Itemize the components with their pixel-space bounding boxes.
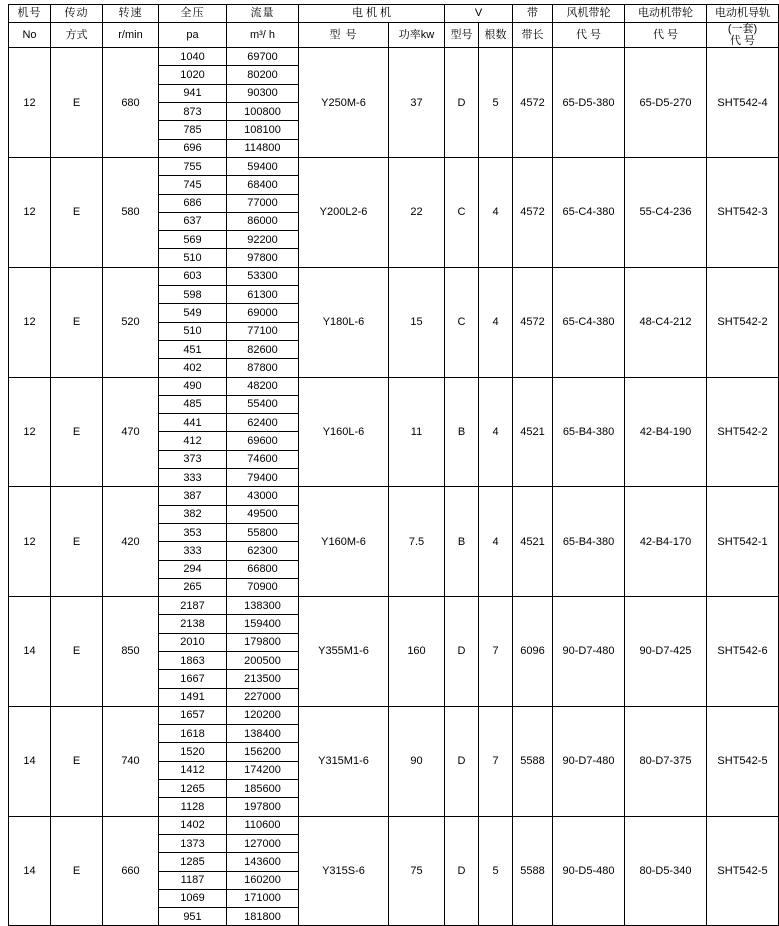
header-no: 机号: [9, 5, 51, 23]
cell-pressure: 951: [159, 908, 227, 926]
cell-belt-count: 7: [479, 706, 513, 816]
cell-belt-count: 5: [479, 48, 513, 158]
cell-flow: 181800: [227, 908, 299, 926]
cell-flow: 69000: [227, 304, 299, 322]
header-fan-pulley-sub: 代 号: [553, 23, 625, 48]
cell-pressure: 265: [159, 578, 227, 596]
cell-fan-pulley: 90-D7-480: [553, 597, 625, 707]
cell-motor-pulley: 65-D5-270: [625, 48, 707, 158]
cell-flow: 70900: [227, 578, 299, 596]
cell-pressure: 294: [159, 560, 227, 578]
header-motor-power: 功率kw: [389, 23, 445, 48]
cell-motor-pulley: 55-C4-236: [625, 157, 707, 267]
cell-pressure: 1402: [159, 816, 227, 834]
cell-pressure: 1128: [159, 798, 227, 816]
cell-pressure: 2187: [159, 597, 227, 615]
cell-belt-length: 5588: [513, 816, 553, 926]
cell-rpm: 470: [103, 377, 159, 487]
cell-pressure: 1040: [159, 48, 227, 66]
cell-pressure: 451: [159, 340, 227, 358]
cell-drive-type: E: [51, 706, 103, 816]
cell-drive-type: E: [51, 597, 103, 707]
cell-motor-model: Y160L-6: [299, 377, 389, 487]
cell-pressure: 1069: [159, 889, 227, 907]
header-belt-count: 根数: [479, 23, 513, 48]
cell-pressure: 402: [159, 359, 227, 377]
table-row: [9, 487, 779, 505]
cell-flow: 61300: [227, 286, 299, 304]
cell-flow: 43000: [227, 487, 299, 505]
cell-pressure: 333: [159, 542, 227, 560]
cell-pressure: 941: [159, 84, 227, 102]
cell-flow: 127000: [227, 834, 299, 852]
cell-belt-type: D: [445, 706, 479, 816]
cell-belt-length: 4521: [513, 377, 553, 487]
cell-flow: 159400: [227, 615, 299, 633]
header-drive: 传动: [51, 5, 103, 23]
cell-belt-type: D: [445, 597, 479, 707]
cell-pressure: 1520: [159, 743, 227, 761]
cell-pressure: 1491: [159, 688, 227, 706]
header-fan-pulley: 风机带轮: [553, 5, 625, 23]
cell-belt-length: 4521: [513, 487, 553, 597]
cell-machine-no: 12: [9, 157, 51, 267]
cell-flow: 171000: [227, 889, 299, 907]
cell-flow: 156200: [227, 743, 299, 761]
cell-rail-code: SHT542-2: [707, 377, 779, 487]
cell-pressure: 745: [159, 176, 227, 194]
cell-pressure: 2010: [159, 633, 227, 651]
cell-belt-length: 6096: [513, 597, 553, 707]
cell-flow: 69600: [227, 432, 299, 450]
cell-pressure: 603: [159, 267, 227, 285]
header-no-sub: No: [9, 23, 51, 48]
cell-pressure: 549: [159, 304, 227, 322]
cell-machine-no: 12: [9, 487, 51, 597]
cell-flow: 114800: [227, 139, 299, 157]
cell-pressure: 510: [159, 322, 227, 340]
cell-flow: 138400: [227, 725, 299, 743]
cell-pressure: 637: [159, 212, 227, 230]
cell-flow: 68400: [227, 176, 299, 194]
table-row: [9, 157, 779, 175]
cell-flow: 97800: [227, 249, 299, 267]
cell-motor-pulley: 42-B4-170: [625, 487, 707, 597]
cell-pressure: 1265: [159, 780, 227, 798]
header-rail: 电动机导轨: [707, 5, 779, 23]
cell-flow: 174200: [227, 761, 299, 779]
cell-drive-type: E: [51, 816, 103, 926]
cell-pressure: 598: [159, 286, 227, 304]
cell-flow: 59400: [227, 157, 299, 175]
cell-machine-no: 14: [9, 706, 51, 816]
header-rail-sub1: (一套): [727, 23, 758, 35]
cell-flow: 185600: [227, 780, 299, 798]
cell-pressure: 1667: [159, 670, 227, 688]
header-rail-sub: [707, 23, 779, 48]
table-row: [9, 816, 779, 834]
cell-belt-type: C: [445, 267, 479, 377]
cell-machine-no: 12: [9, 267, 51, 377]
cell-fan-pulley: 65-B4-380: [553, 487, 625, 597]
cell-belt-type: B: [445, 377, 479, 487]
header-pressure-unit: pa: [159, 23, 227, 48]
cell-pressure: 412: [159, 432, 227, 450]
table-row: [9, 706, 779, 724]
cell-motor-model: Y315M1-6: [299, 706, 389, 816]
cell-motor-power: 90: [389, 706, 445, 816]
cell-flow: 82600: [227, 340, 299, 358]
cell-flow: 227000: [227, 688, 299, 706]
cell-machine-no: 12: [9, 377, 51, 487]
cell-belt-type: D: [445, 816, 479, 926]
cell-rpm: 850: [103, 597, 159, 707]
table-row: [9, 48, 779, 66]
cell-motor-power: 11: [389, 377, 445, 487]
cell-flow: 77100: [227, 322, 299, 340]
cell-pressure: 510: [159, 249, 227, 267]
cell-drive-type: E: [51, 48, 103, 158]
header-flow-unit: m³/ h: [227, 23, 299, 48]
cell-motor-model: Y355M1-6: [299, 597, 389, 707]
fan-specification-table: [8, 4, 779, 926]
cell-pressure: 686: [159, 194, 227, 212]
cell-flow: 90300: [227, 84, 299, 102]
cell-pressure: 569: [159, 231, 227, 249]
cell-motor-model: Y180L-6: [299, 267, 389, 377]
cell-machine-no: 14: [9, 816, 51, 926]
cell-flow: 108100: [227, 121, 299, 139]
cell-pressure: 873: [159, 103, 227, 121]
cell-flow: 213500: [227, 670, 299, 688]
cell-flow: 62400: [227, 414, 299, 432]
table-header: [9, 5, 779, 48]
cell-fan-pulley: 65-C4-380: [553, 267, 625, 377]
cell-flow: 55800: [227, 523, 299, 541]
header-pressure: 全压: [159, 5, 227, 23]
cell-flow: 197800: [227, 798, 299, 816]
cell-motor-power: 7.5: [389, 487, 445, 597]
cell-rail-code: SHT542-4: [707, 48, 779, 158]
cell-motor-power: 75: [389, 816, 445, 926]
cell-pressure: 1863: [159, 651, 227, 669]
cell-pressure: 1657: [159, 706, 227, 724]
cell-flow: 179800: [227, 633, 299, 651]
cell-pressure: 387: [159, 487, 227, 505]
cell-motor-pulley: 90-D7-425: [625, 597, 707, 707]
cell-pressure: 382: [159, 505, 227, 523]
cell-drive-type: E: [51, 267, 103, 377]
table-row: [9, 597, 779, 615]
cell-fan-pulley: 90-D7-480: [553, 706, 625, 816]
cell-flow: 55400: [227, 395, 299, 413]
cell-pressure: 696: [159, 139, 227, 157]
header-belt-type: 型号: [445, 23, 479, 48]
header-rail-sub2: 代 号: [729, 35, 756, 48]
cell-machine-no: 14: [9, 597, 51, 707]
cell-fan-pulley: 90-D5-480: [553, 816, 625, 926]
cell-flow: 143600: [227, 853, 299, 871]
cell-flow: 49500: [227, 505, 299, 523]
cell-belt-count: 4: [479, 267, 513, 377]
cell-belt-count: 4: [479, 487, 513, 597]
cell-pressure: 373: [159, 450, 227, 468]
cell-flow: 138300: [227, 597, 299, 615]
cell-drive-type: E: [51, 157, 103, 267]
cell-machine-no: 12: [9, 48, 51, 158]
cell-pressure: 755: [159, 157, 227, 175]
header-flow: 流量: [227, 5, 299, 23]
cell-motor-model: Y200L2-6: [299, 157, 389, 267]
cell-pressure: 485: [159, 395, 227, 413]
cell-flow: 62300: [227, 542, 299, 560]
cell-belt-count: 5: [479, 816, 513, 926]
cell-flow: 79400: [227, 469, 299, 487]
cell-flow: 77000: [227, 194, 299, 212]
cell-rpm: 660: [103, 816, 159, 926]
cell-flow: 53300: [227, 267, 299, 285]
cell-belt-count: 4: [479, 157, 513, 267]
cell-motor-power: 15: [389, 267, 445, 377]
cell-pressure: 2138: [159, 615, 227, 633]
cell-pressure: 1020: [159, 66, 227, 84]
cell-pressure: 353: [159, 523, 227, 541]
cell-rpm: 680: [103, 48, 159, 158]
table-row: [9, 267, 779, 285]
cell-belt-type: D: [445, 48, 479, 158]
cell-flow: 200500: [227, 651, 299, 669]
cell-motor-model: Y160M-6: [299, 487, 389, 597]
cell-belt-count: 7: [479, 597, 513, 707]
cell-pressure: 490: [159, 377, 227, 395]
cell-motor-model: Y315S-6: [299, 816, 389, 926]
cell-flow: 69700: [227, 48, 299, 66]
cell-rpm: 580: [103, 157, 159, 267]
cell-flow: 120200: [227, 706, 299, 724]
cell-pressure: 785: [159, 121, 227, 139]
cell-motor-power: 160: [389, 597, 445, 707]
cell-drive-type: E: [51, 377, 103, 487]
header-motor-group: 电 机 机: [299, 5, 445, 23]
cell-motor-power: 22: [389, 157, 445, 267]
cell-pressure: 441: [159, 414, 227, 432]
cell-rail-code: SHT542-5: [707, 706, 779, 816]
cell-rpm: 520: [103, 267, 159, 377]
cell-flow: 86000: [227, 212, 299, 230]
cell-rail-code: SHT542-5: [707, 816, 779, 926]
table-body: [9, 48, 779, 926]
cell-flow: 92200: [227, 231, 299, 249]
cell-motor-model: Y250M-6: [299, 48, 389, 158]
header-rpm-sub: r/min: [103, 23, 159, 48]
cell-motor-power: 37: [389, 48, 445, 158]
cell-belt-length: 4572: [513, 48, 553, 158]
cell-flow: 100800: [227, 103, 299, 121]
cell-motor-pulley: 48-C4-212: [625, 267, 707, 377]
header-belt-length: 带长: [513, 23, 553, 48]
header-motor-pulley: 电动机带轮: [625, 5, 707, 23]
cell-pressure: 1412: [159, 761, 227, 779]
cell-pressure: 333: [159, 469, 227, 487]
cell-flow: 80200: [227, 66, 299, 84]
cell-motor-pulley: 42-B4-190: [625, 377, 707, 487]
cell-pressure: 1618: [159, 725, 227, 743]
cell-rpm: 740: [103, 706, 159, 816]
cell-rail-code: SHT542-2: [707, 267, 779, 377]
cell-pressure: 1187: [159, 871, 227, 889]
cell-pressure: 1373: [159, 834, 227, 852]
cell-motor-pulley: 80-D7-375: [625, 706, 707, 816]
cell-flow: 74600: [227, 450, 299, 468]
header-row-sub: [9, 23, 779, 48]
cell-belt-length: 4572: [513, 157, 553, 267]
cell-fan-pulley: 65-C4-380: [553, 157, 625, 267]
header-drive-sub: 方式: [51, 23, 103, 48]
cell-motor-pulley: 80-D5-340: [625, 816, 707, 926]
header-v-group: V: [445, 5, 513, 23]
cell-rail-code: SHT542-1: [707, 487, 779, 597]
cell-flow: 66800: [227, 560, 299, 578]
cell-fan-pulley: 65-D5-380: [553, 48, 625, 158]
cell-drive-type: E: [51, 487, 103, 597]
header-motor-pulley-sub: 代 号: [625, 23, 707, 48]
header-rpm: 转速: [103, 5, 159, 23]
cell-belt-length: 5588: [513, 706, 553, 816]
cell-pressure: 1285: [159, 853, 227, 871]
cell-belt-count: 4: [479, 377, 513, 487]
header-motor-model: 型 号: [299, 23, 389, 48]
cell-flow: 48200: [227, 377, 299, 395]
cell-rail-code: SHT542-3: [707, 157, 779, 267]
cell-belt-type: B: [445, 487, 479, 597]
cell-flow: 160200: [227, 871, 299, 889]
cell-rail-code: SHT542-6: [707, 597, 779, 707]
header-row-main: [9, 5, 779, 23]
cell-belt-type: C: [445, 157, 479, 267]
table-row: [9, 377, 779, 395]
cell-flow: 110600: [227, 816, 299, 834]
cell-fan-pulley: 65-B4-380: [553, 377, 625, 487]
header-belt-group: 带: [513, 5, 553, 23]
cell-rpm: 420: [103, 487, 159, 597]
cell-flow: 87800: [227, 359, 299, 377]
cell-belt-length: 4572: [513, 267, 553, 377]
